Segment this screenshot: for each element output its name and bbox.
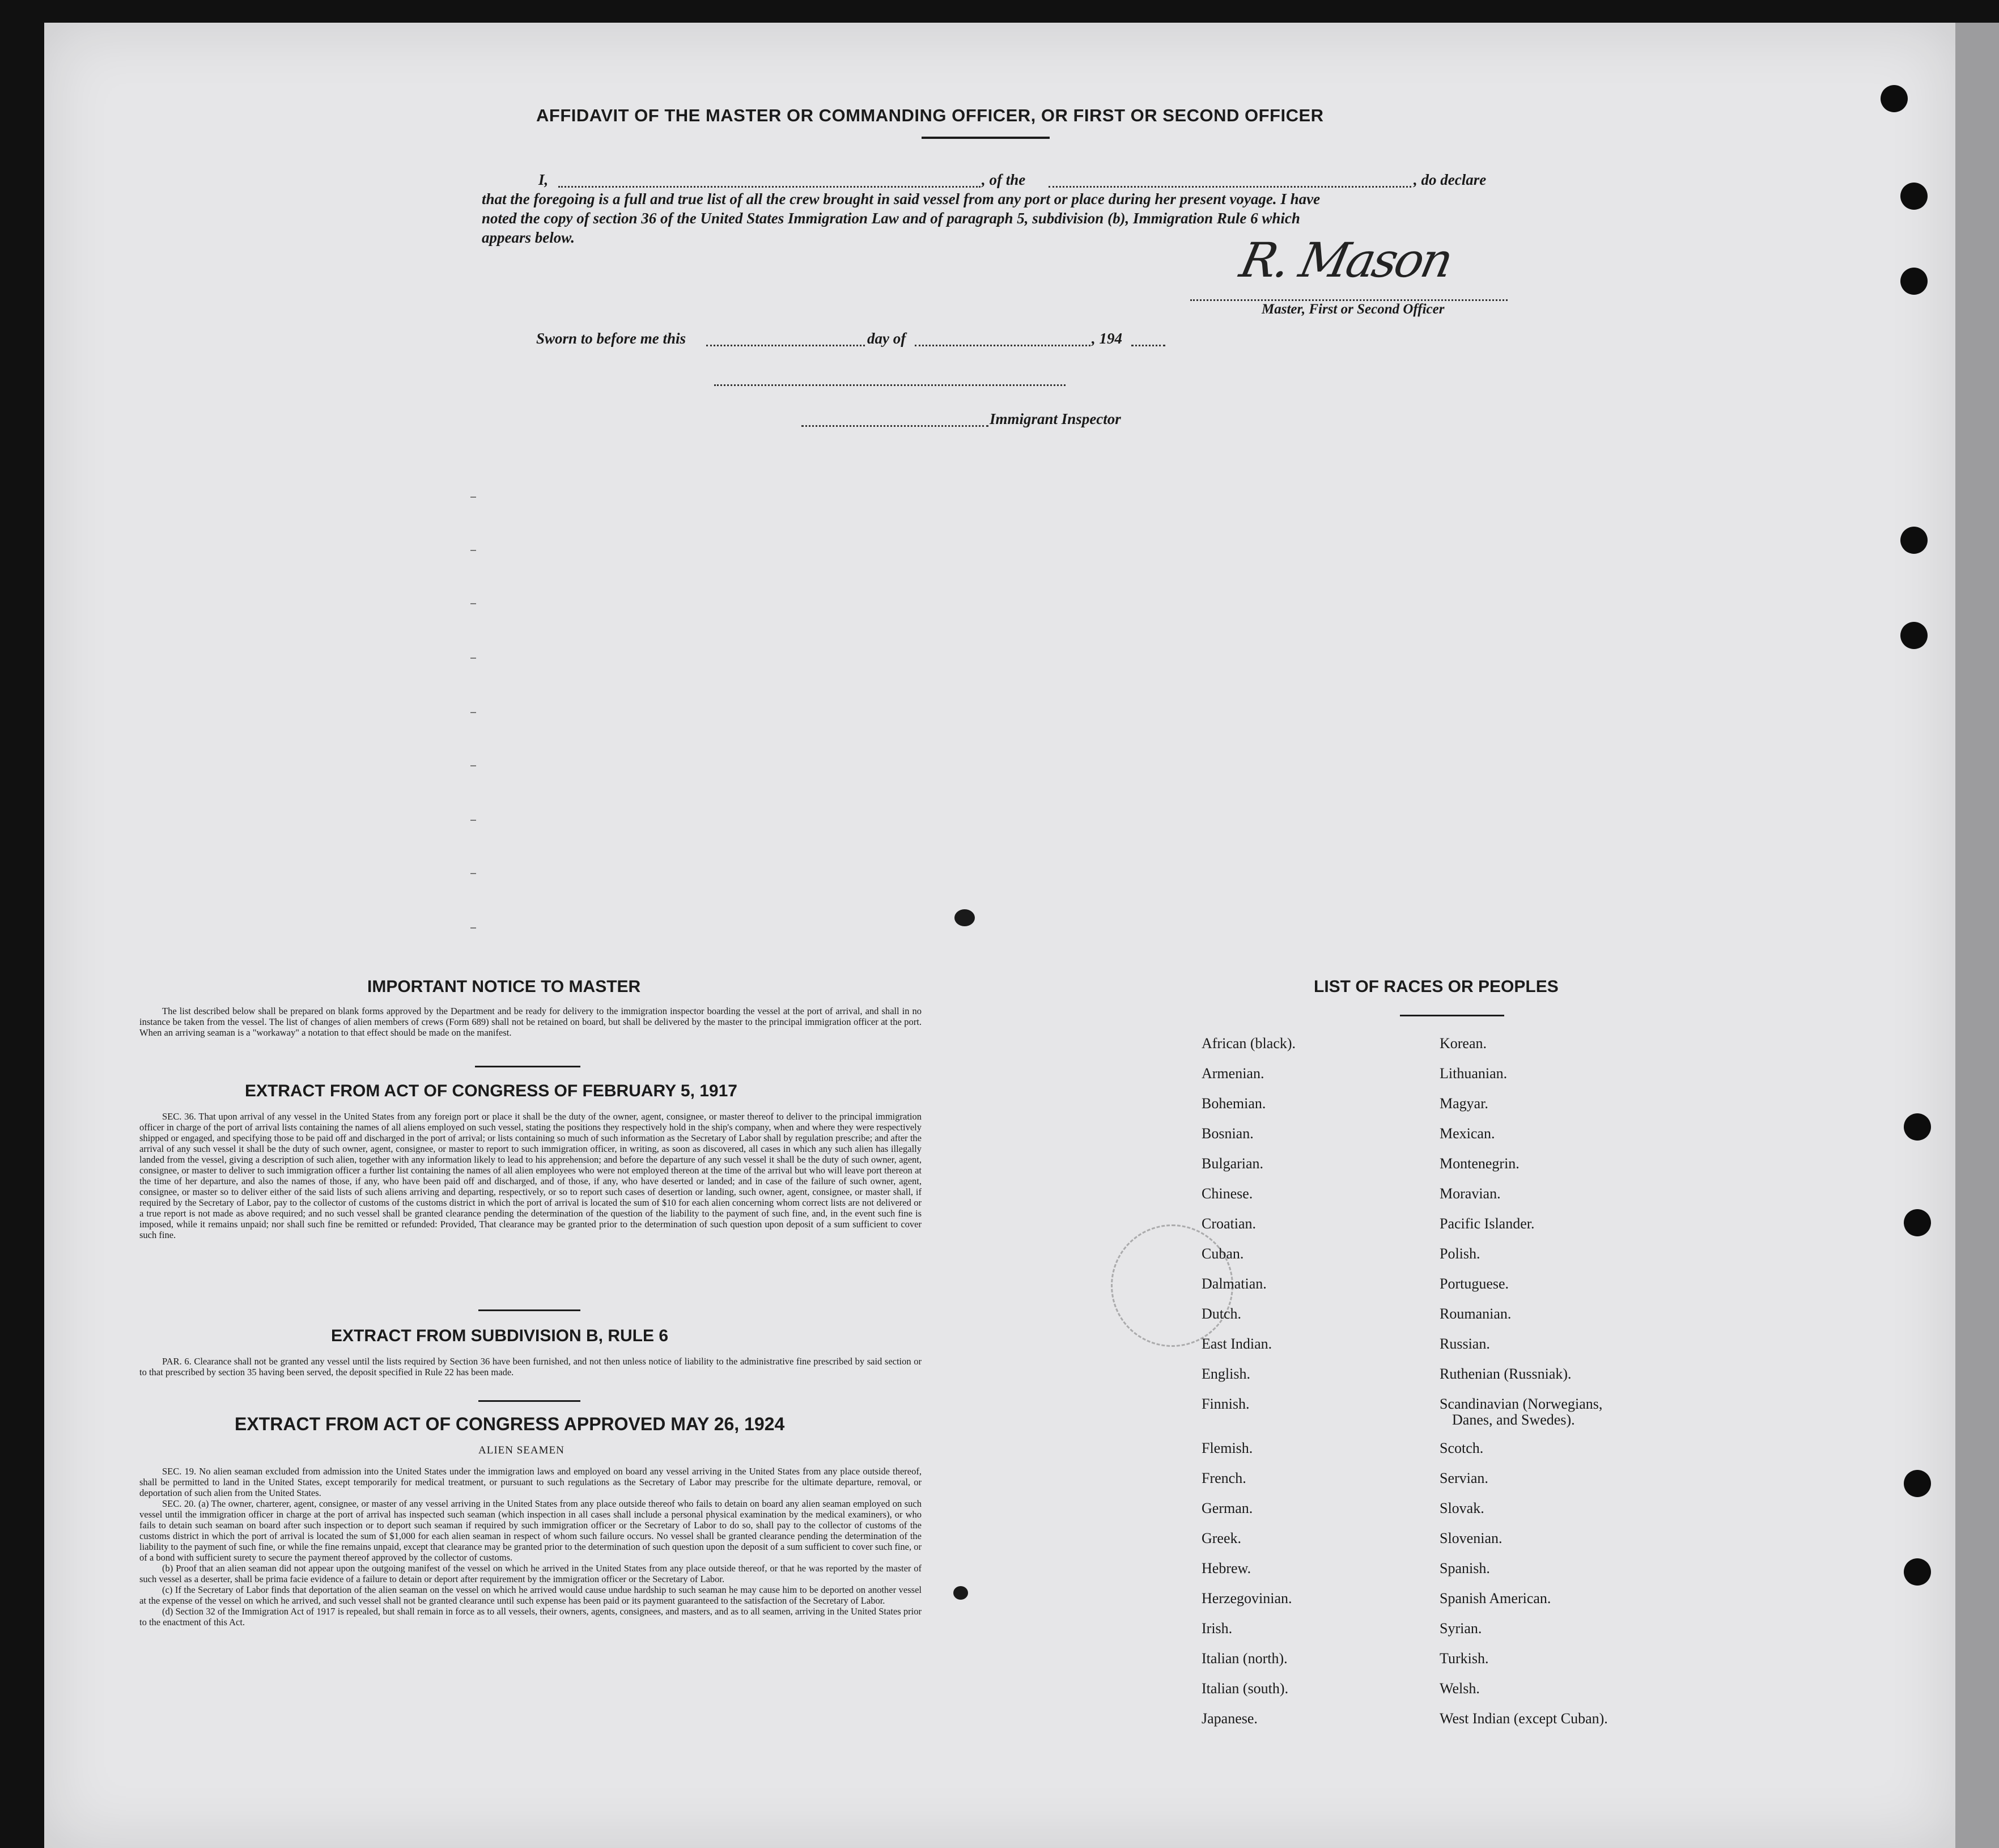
act1924-body [139,1466,922,1627]
binder-hole-9 [1904,1558,1931,1586]
margin-tick [470,927,476,929]
race-item: Herzegovinian. [1202,1590,1292,1607]
race-item: French. [1202,1470,1246,1486]
race-item: Bulgarian. [1202,1155,1264,1172]
races-title: LIST OF RACES OR PEOPLES [1314,977,1559,996]
race-item: Bohemian. [1202,1095,1266,1112]
race-item: Armenian. [1202,1065,1264,1082]
sworn-year: , 194 [1092,330,1122,347]
binder-hole-3 [1900,268,1928,295]
affidavit-body-line3: noted the copy of section 36 of the United States Immigration Law and of paragraph 5, subdivision (b), Immigration Rule 6 which [482,210,1300,227]
race-item: East Indian. [1202,1336,1272,1352]
race-item: Bosnian. [1202,1125,1254,1142]
race-item: Servian. [1440,1470,1488,1486]
race-item: Chinese. [1202,1185,1253,1202]
race-item: Finnish. [1202,1396,1250,1412]
race-item: Scandinavian (Norwegians, [1440,1396,1603,1412]
binder-hole-6 [1904,1113,1931,1141]
affidavit-body-line4: appears below. [482,229,575,246]
race-item: Montenegrin. [1440,1155,1520,1172]
act1917-paragraph: SEC. 36. That upon arrival of any vessel in the United States from any foreign port or place it shall be the duty of the owner, agent, consignee, or master thereof to deliver to the principal immigration officer in charge of the port of arrival lists containing the names of all aliens employed on such vessel, stating the positions they respectively hold in the ship's company, when and where they were respectively shipped or engaged, and specifying those to be paid off and discharged in the port of arrival; or lists containing so much of such information as the Secretary of Labor shall by regulation prescribe; and after the arrival of any such vessel it shall be the duty of such owner, agent, consignee, or master to report to such immigration officer, in writing, as soon as discovered, all cases in which any such alien has illegally landed from the vessel, giving a description of such alien, together with any information likely to lead to his apprehension; and before the departure of any such vessel it shall be the duty of such owner, agent, consignee, or master to deliver to such immigration officer a further list containing the names of all alien employees who were not employed thereon at the time of the arrival but who will leave port thereon at the time of her departure, and also the names of those, if any, who have been paid off and discharged, and of those, if any, who have deserted or landed; and in case of the failure of such owner, agent, consignee, or master so to deliver either of the said lists of such aliens arriving and departing, respectively, or so to report such cases of desertion or landing, such owner, agent, consignee, or master shall, if required by the Secretary of Labor, pay to the collector of customs of the customs district in which the port of arrival is located the sum of $10 for each alien concerning whom correct lists are not delivered or a true report is not made as above required; and no such vessel shall be granted clearance pending the determination of the question of the liability to the payment of such fine, and, in the event such fine is imposed, while it remains unpaid; nor shall such fine be remitted or refunded: Provided, That clearance may be granted prior to the determination of such question upon deposit of a sum sufficient to cover such fine. [139,1111,922,1240]
race-item: Italian (north). [1202,1650,1288,1667]
act1924-sec20d: (d) Section 32 of the Immigration Act of 1917 is repealed, but shall remain in force as to all vessels, their owners, agents, consignees, and masters, and as to all seamen, arriving in the United States prior to the enactment of this Act. [139,1606,922,1627]
race-item: West Indian (except Cuban). [1440,1710,1608,1727]
race-item: Welsh. [1440,1680,1480,1697]
ink-blot [953,1586,968,1600]
sworn-day-of: day of [867,330,906,347]
affidavit-title: AFFIDAVIT OF THE MASTER OR COMMANDING OFFICER, OR FIRST OR SECOND OFFICER [536,105,1324,125]
page-edge [1955,23,1999,1848]
sworn-prefix: Sworn to before me this [536,330,686,347]
race-item: German. [1202,1500,1253,1516]
affidavit-title-rule [922,137,1050,139]
margin-tick [470,658,476,659]
race-item: Spanish American. [1440,1590,1551,1607]
race-item: Croatian. [1202,1215,1257,1232]
race-item: Spanish. [1440,1560,1490,1576]
binder-hole-7 [1904,1209,1931,1236]
signature-caption: Master, First or Second Officer [1262,302,1445,317]
margin-tick [470,873,476,874]
binder-hole-2 [1900,183,1928,210]
margin-tick [470,603,476,604]
race-item: Ruthenian (Russniak). [1440,1366,1572,1382]
race-item: Italian (south). [1202,1680,1289,1697]
binder-hole-5 [1900,622,1928,649]
race-item: Portuguese. [1440,1275,1509,1292]
race-item: Magyar. [1440,1095,1488,1112]
act1924-sec20b: (b) Proof that an alien seaman did not appear upon the outgoing manifest of the vessel on which he arrived in the United States from any place outside thereof, or that he was reported by the master of such vessel as a deserter, shall be prima facie evidence of a failure to detain or deport after requirement by the immigration officer or the Secretary of Labor. [139,1563,922,1584]
rule6-body [139,1356,922,1377]
race-item: Dutch. [1202,1306,1242,1322]
act1924-sec20c: (c) If the Secretary of Labor finds that deportation of the alien seaman on the vessel on which he arrived would cause undue hardship to such seaman he may cause him to be deported on another vessel at the expense of the vessel on which he arrived, and such vessel shall not be granted clearance until such expense has been paid or its payment guaranteed to the satisfaction of the Secretary of Labor. [139,1584,922,1606]
race-item: Turkish. [1440,1650,1489,1667]
sworn-day-blank[interactable] [706,345,865,346]
inspector-name-line[interactable] [801,425,988,427]
rule6-title: EXTRACT FROM SUBDIVISION B, RULE 6 [331,1326,669,1345]
race-item: Slovak. [1440,1500,1484,1516]
vessel-blank[interactable] [1049,186,1411,188]
notice-paragraph: The list described below shall be prepared on blank forms approved by the Department and be ready for delivery to the immigration inspector boarding the vessel at the port of arrival, and shall in no instance be taken from the vessel. The list of changes of alien members of crews (Form 689) shall not be retained on board, but shall be delivered by the master to the principal immigration officer at the port. When an arriving seaman is a "workaway" a notation to that effect should be made on the manifest. [139,1006,922,1038]
ink-blot [954,909,975,926]
act1924-sec19: SEC. 19. No alien seaman excluded from admission into the United States under the immigration laws and employed on board any vessel arriving in the United States from any place outside thereof, shall be permitted to land in the United States, except temporarily for medical treatment, or pursuant to such regulations as the Secretary of Labor may prescribe for the ultimate departure, removal, or deportation of such alien from the United States. [139,1466,922,1498]
margin-tick [470,712,476,713]
name-blank[interactable] [558,186,981,188]
binder-hole-8 [1904,1470,1931,1497]
race-item: African (black). [1202,1035,1296,1052]
margin-tick [470,550,476,551]
margin-tick [470,497,476,498]
race-item: Pacific Islander. [1440,1215,1535,1232]
race-item: Polish. [1440,1245,1480,1262]
race-item: Irish. [1202,1620,1233,1637]
binder-hole-1 [1881,85,1908,112]
margin-tick [470,820,476,821]
races-rule [1400,1015,1504,1016]
inspector-signature-line[interactable] [714,384,1066,386]
race-item: Japanese. [1202,1710,1258,1727]
signature-line [1190,299,1508,301]
notice-body [139,1006,922,1038]
sworn-year-blank[interactable] [1131,345,1165,346]
act1917-title: EXTRACT FROM ACT OF CONGRESS OF FEBRUARY 5, 1917 [245,1082,737,1100]
race-item: Russian. [1440,1336,1490,1352]
notice-title: IMPORTANT NOTICE TO MASTER [367,977,641,996]
race-item: English. [1202,1366,1250,1382]
race-item: Moravian. [1440,1185,1501,1202]
notice-rule [475,1066,580,1067]
act1924-subtitle: ALIEN SEAMEN [478,1444,565,1456]
race-item: Scotch. [1440,1440,1484,1456]
race-item: Flemish. [1202,1440,1253,1456]
act1917-rule [478,1309,580,1311]
affidavit-body-line2: that the foregoing is a full and true list of all the crew brought in said vessel from any port or place during her present voyage. I have [482,190,1321,207]
act1924-title: EXTRACT FROM ACT OF CONGRESS APPROVED MAY 26, 1924 [235,1414,785,1434]
affidavit-of-the: , of the [982,171,1026,188]
race-item: Lithuanian. [1440,1065,1508,1082]
binder-hole-4 [1900,527,1928,554]
signature: R. Mason [1235,232,1456,288]
race-item: Roumanian. [1440,1306,1512,1322]
margin-tick [470,765,476,766]
inspector-caption: Immigrant Inspector [990,410,1121,427]
rule6-rule [478,1400,580,1402]
rule6-paragraph: PAR. 6. Clearance shall not be granted any vessel until the lists required by Section 36 have been furnished, and not then unless notice of liability to the administrative fine prescribed by said section or to that prescribed by section 35 having been served, the deposit specified in Rule 22 has been made. [139,1356,922,1377]
sworn-month-blank[interactable] [915,345,1090,346]
race-item: Korean. [1440,1035,1487,1052]
race-item: Hebrew. [1202,1560,1251,1576]
race-item: Dalmatian. [1202,1275,1267,1292]
affidavit-i: I, [538,171,549,188]
act1917-body [139,1111,922,1240]
race-item: Mexican. [1440,1125,1495,1142]
race-item: Syrian. [1440,1620,1482,1637]
race-item: Greek. [1202,1530,1242,1546]
race-item: Danes, and Swedes). [1452,1412,1575,1428]
race-item: Slovenian. [1440,1530,1503,1546]
act1924-sec20a: SEC. 20. (a) The owner, charterer, agent, consignee, or master of any vessel arriving in the United States from any place outside thereof who fails to detain on board any alien seaman employed on such vessel until the immigration officer in charge at the port of arrival has inspected such seaman (which inspection in all cases shall include a personal physical examination by the medical examiners), or who fails to detain such seaman on board after such inspection or to deport such seaman if required by such immigration officer or the Secretary of Labor to do so, shall pay to the collector of customs of the customs district in which the port of arrival is located the sum of $1,000 for each alien seaman in respect of whom such failure occurs. No vessel shall be granted clearance pending the determination of the liability to the payment of such fine, or while the fine remains unpaid, except that clearance may be granted prior to the determination of such question upon the deposit of a sum sufficient to cover such fine, or of a bond with sufficient surety to secure the payment thereof approved by the collector of customs. [139,1498,922,1563]
race-item: Cuban. [1202,1245,1244,1262]
affidavit-declare: , do declare [1414,171,1487,188]
